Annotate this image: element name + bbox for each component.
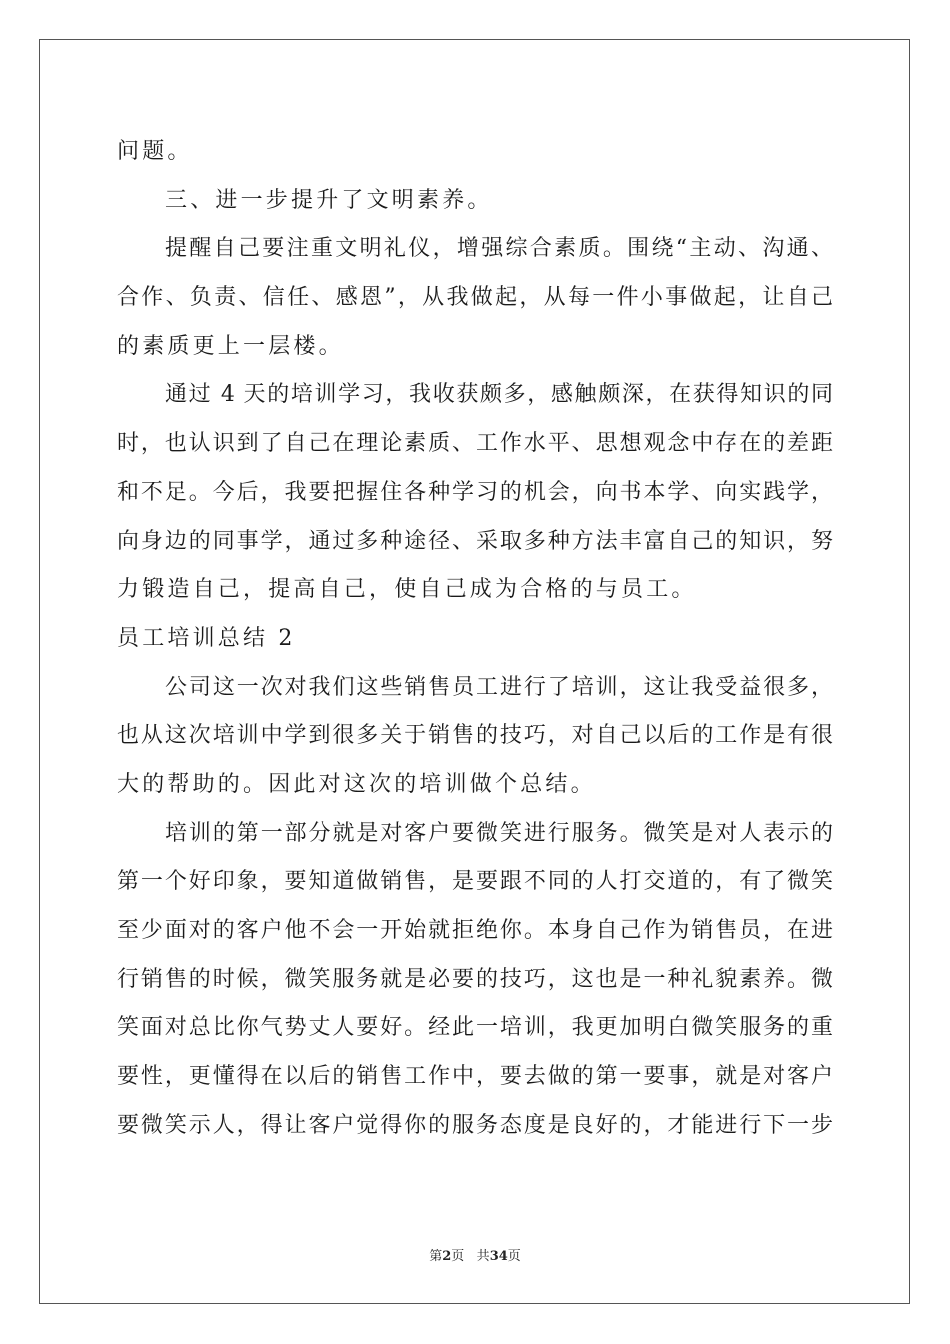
- text-line: 也从这次培训中学到很多关于销售的技巧，对自己以后的工作是有很: [117, 723, 833, 749]
- text-line: 的素质更上一层楼。: [117, 333, 344, 359]
- text-line: 提醒自己要注重文明礼仪，增强综合素质。围绕“主动、沟通、: [165, 236, 833, 262]
- text-line: 第一个好印象，要知道做销售，是要跟不同的人打交道的，有了微笑: [117, 869, 833, 895]
- document-body: [117, 128, 833, 1150]
- text-line: 要微笑示人，得让客户觉得你的服务态度是良好的，才能进行下一步: [117, 1112, 833, 1138]
- text-line: 笑面对总比你气势丈人要好。经此一培训，我更加明白微笑服务的重: [117, 1015, 833, 1041]
- footer-page-suffix: 页: [451, 1249, 465, 1264]
- text-line: 向身边的同事学，通过多种途径、采取多种方法丰富自己的知识，努: [117, 528, 833, 554]
- text-line: 要性，更懂得在以后的销售工作中，要去做的第一要事，就是对客户: [117, 1064, 833, 1090]
- text-line: 公司这一次对我们这些销售员工进行了培训，这让我受益很多，: [165, 674, 833, 700]
- text-line: 员工培训总结 2: [117, 625, 296, 651]
- text-line: 合作、负责、信任、感恩”，从我做起，从每一件小事做起，让自己: [117, 285, 833, 311]
- page-footer: [0, 1245, 950, 1264]
- text-line: 通过 4 天的培训学习，我收获颇多，感触颇深，在获得知识的同: [165, 382, 833, 408]
- text-line: 至少面对的客户他不会一开始就拒绝你。本身自己作为销售员，在进: [117, 918, 833, 943]
- current-page-number: 2: [442, 1249, 452, 1264]
- total-pages-number: 34: [489, 1249, 508, 1264]
- text-line: 时，也认识到了自己在理论素质、工作水平、思想观念中存在的差距: [117, 431, 833, 457]
- text-line: 问题。: [117, 139, 193, 164]
- footer-prefix: 第: [429, 1249, 443, 1264]
- footer-total-suffix: 页: [507, 1249, 521, 1264]
- text-line: 培训的第一部分就是对客户要微笑进行服务。微笑是对人表示的: [165, 820, 833, 846]
- text-line: 行销售的时候，微笑服务就是必要的技巧，这也是一种礼貌素养。微: [117, 966, 833, 992]
- footer-total-prefix: 共: [476, 1249, 490, 1264]
- text-line: 力锻造自己，提高自己，使自己成为合格的与员工。: [117, 577, 697, 603]
- text-line: 大的帮助的。因此对这次的培训做个总结。: [117, 771, 596, 797]
- text-line: 三、进一步提升了文明素养。: [165, 187, 493, 213]
- text-line: 和不足。今后，我要把握住各种学习的机会，向书本学、向实践学，: [117, 479, 833, 505]
